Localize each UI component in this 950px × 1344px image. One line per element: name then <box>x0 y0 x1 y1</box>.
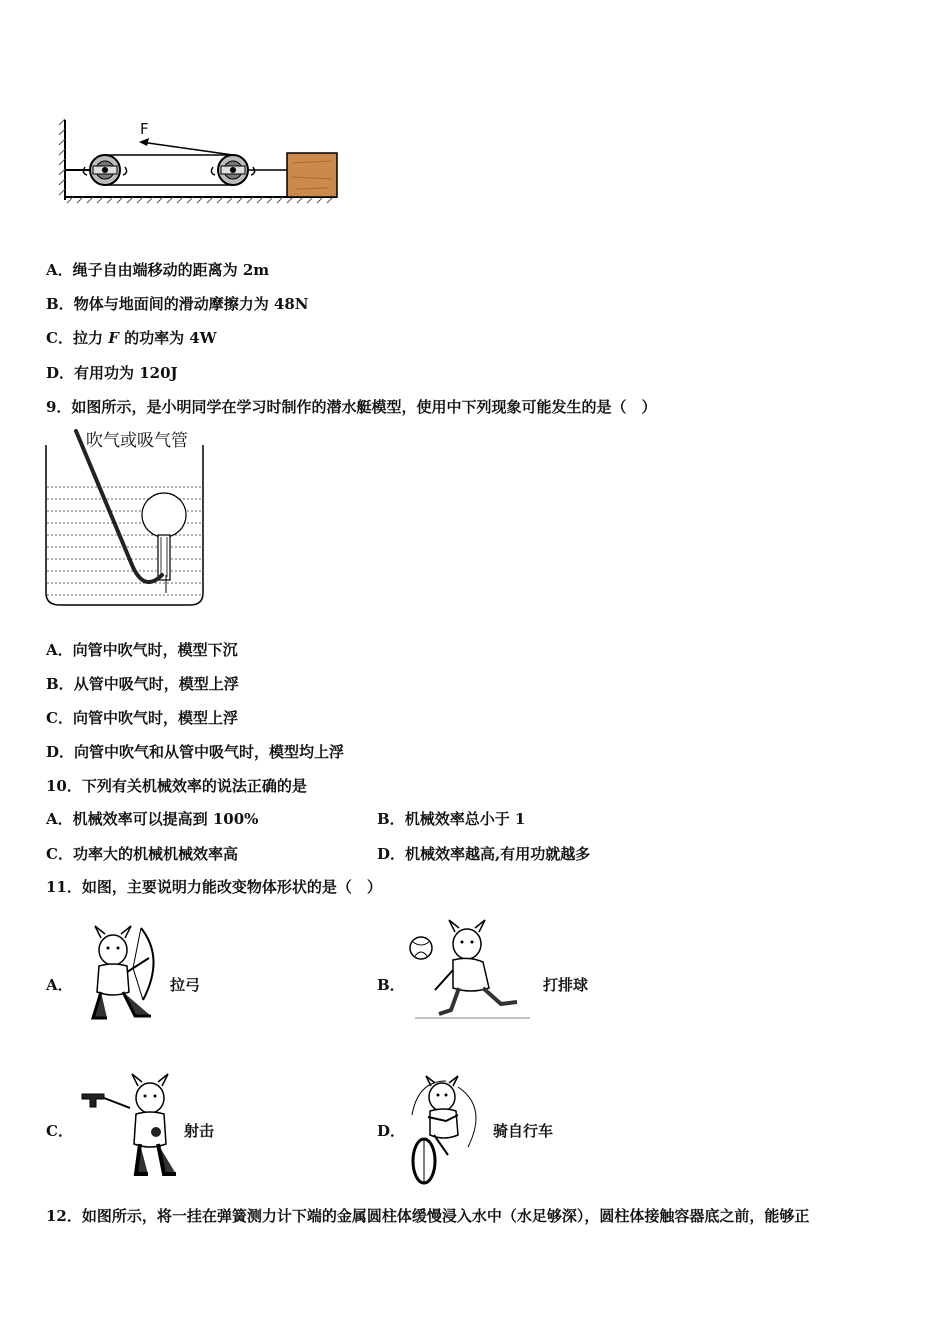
force-variable: F <box>108 329 119 347</box>
option-letter: A． <box>46 641 73 659</box>
option-c <box>46 844 238 864</box>
option-letter: A． <box>46 261 73 279</box>
option-text: 绳子自由端移动的距离为 2m <box>72 261 270 279</box>
option-text: 有用功为 120J <box>74 364 178 382</box>
option-letter: B． <box>46 295 74 313</box>
option-text: 机械效率越高,有用功就越多 <box>405 845 591 863</box>
option-b <box>46 294 309 314</box>
submarine-model-figure <box>40 425 215 610</box>
force-label: F <box>140 120 149 138</box>
option-a <box>46 809 258 829</box>
option-letter: C． <box>46 709 73 727</box>
option-letter: D． <box>46 364 75 382</box>
option-a <box>46 640 238 660</box>
question-10-stem: 10．下列有关机械效率的说法正确的是 <box>46 777 307 795</box>
question-11-stem: 11．如图，主要说明力能改变物体形状的是（ ） <box>46 878 382 896</box>
option-caption: 骑自行车 <box>493 1122 554 1140</box>
option-letter: C． <box>46 845 73 863</box>
option-text: 向管中吹气时，模型上浮 <box>72 709 238 727</box>
option-text: 向管中吹气时，模型下沉 <box>72 641 238 659</box>
option-letter: A． <box>46 976 73 994</box>
option-letter: C． <box>46 1122 73 1140</box>
option-text: 功率大的机械机械效率高 <box>72 845 238 863</box>
option-text: 从管中吸气时，模型上浮 <box>73 675 239 693</box>
pulley-figure <box>55 115 345 210</box>
option-text: 拉力 <box>72 329 109 347</box>
option-caption: 拉弓 <box>170 976 201 994</box>
shooter-icon <box>78 1072 178 1184</box>
option-text: 机械效率总小于 1 <box>404 810 526 828</box>
option-letter: D． <box>46 743 75 761</box>
question-12-stem: 12．如图所示，将一挂在弹簧测力计下端的金属圆柱体缓慢浸入水中（水足够深），圆柱体接触容器底之前，能够正 <box>46 1207 810 1225</box>
option-d <box>46 742 344 762</box>
option-caption: 射击 <box>184 1122 215 1140</box>
archer-icon <box>75 918 170 1028</box>
option-c <box>46 328 217 348</box>
option-letter: A． <box>46 810 73 828</box>
option-letter: C． <box>46 329 73 347</box>
option-b <box>377 809 525 829</box>
option-text: 向管中吹气和从管中吸气时，模型均上浮 <box>74 743 345 761</box>
option-c <box>46 708 238 728</box>
tube-label: 吹气或吸气管 <box>86 431 188 451</box>
option-letter: B． <box>377 976 405 994</box>
volleyball-icon <box>405 918 535 1028</box>
option-letter: B． <box>377 810 405 828</box>
option-b <box>46 674 239 694</box>
cyclist-icon <box>408 1075 493 1187</box>
option-letter: D． <box>377 1122 406 1140</box>
option-text: 的功率为 4W <box>118 329 217 347</box>
option-letter: B． <box>46 675 74 693</box>
option-d <box>46 363 178 383</box>
option-text: 物体与地面间的滑动摩擦力为 48N <box>73 295 309 313</box>
option-text: 机械效率可以提高到 100% <box>72 810 259 828</box>
option-caption: 打排球 <box>543 976 589 994</box>
question-9-stem: 9．如图所示，是小明同学在学习时制作的潜水艇模型，使用中下列现象可能发生的是（ ） <box>46 398 657 416</box>
option-a <box>46 260 269 280</box>
option-letter: D． <box>377 845 406 863</box>
option-d <box>377 844 590 864</box>
